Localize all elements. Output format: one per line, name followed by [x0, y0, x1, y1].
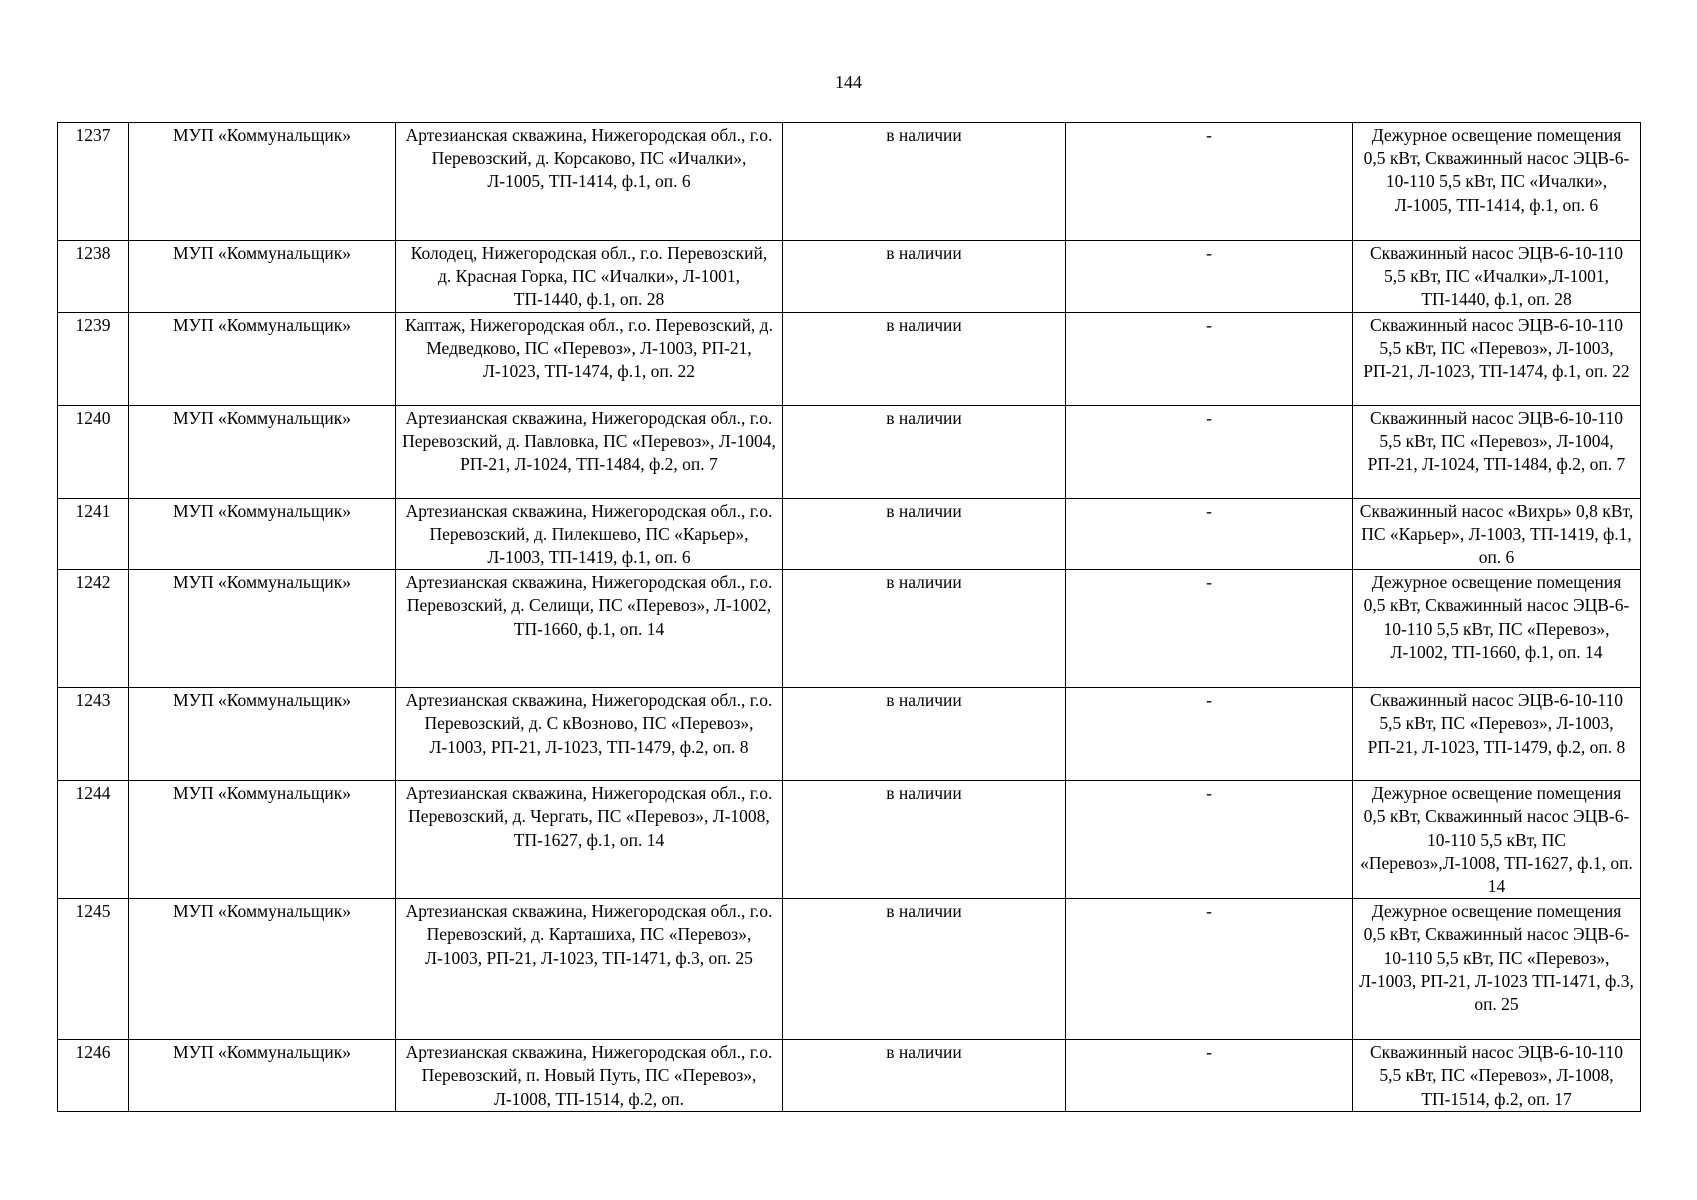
dash-cell: -: [1066, 570, 1353, 688]
dash-cell: -: [1066, 241, 1353, 313]
equipment-cell: Дежурное освещение помещения 0,5 кВт, Скважинный насос ЭЦВ-6-10-110 5,5 кВт, ПС «Перевоз»,Л-1008, ТП-1627, ф.1, оп. 14: [1353, 781, 1641, 899]
dash-cell: -: [1066, 498, 1353, 570]
organization-cell: МУП «Коммунальщик»: [129, 899, 396, 1040]
equipment-cell: Дежурное освещение помещения 0,5 кВт, Скважинный насос ЭЦВ-6-10-110 5,5 кВт, ПС «Перевоз», Л-1003, РП-21, Л-1023 ТП-1471, ф.3, оп. 25: [1353, 899, 1641, 1040]
table-row: [58, 123, 1641, 241]
row-number: 1239: [58, 312, 129, 405]
status-cell: в наличии: [783, 688, 1066, 781]
organization-cell: МУП «Коммунальщик»: [129, 405, 396, 498]
table-row: [58, 570, 1641, 688]
equipment-cell: Скважинный насос ЭЦВ-6-10-110 5,5 кВт, ПС «Перевоз», Л-1003, РП-21, Л-1023, ТП-1479, ф.2, оп. 8: [1353, 688, 1641, 781]
status-cell: в наличии: [783, 312, 1066, 405]
row-number: 1240: [58, 405, 129, 498]
organization-cell: МУП «Коммунальщик»: [129, 1040, 396, 1112]
equipment-cell: Дежурное освещение помещения 0,5 кВт, Скважинный насос ЭЦВ-6-10-110 5,5 кВт, ПС «Перевоз», Л-1002, ТП-1660, ф.1, оп. 14: [1353, 570, 1641, 688]
table-row: [58, 781, 1641, 899]
row-number: 1243: [58, 688, 129, 781]
object-cell: Артезианская скважина, Нижегородская обл., г.о. Перевозский, д. Селищи, ПС «Перевоз», Л-1002, ТП-1660, ф.1, оп. 14: [396, 570, 783, 688]
table-row: [58, 405, 1641, 498]
equipment-cell: Дежурное освещение помещения 0,5 кВт, Скважинный насос ЭЦВ-6-10-110 5,5 кВт, ПС «Ичалки», Л-1005, ТП-1414, ф.1, оп. 6: [1353, 123, 1641, 241]
dash-cell: -: [1066, 312, 1353, 405]
object-cell: Артезианская скважина, Нижегородская обл., г.о. Перевозский, д. Павловка, ПС «Перевоз», Л-1004, РП-21, Л-1024, ТП-1484, ф.2, оп. 7: [396, 405, 783, 498]
status-cell: в наличии: [783, 899, 1066, 1040]
table-row: [58, 688, 1641, 781]
dash-cell: -: [1066, 405, 1353, 498]
equipment-cell: Скважинный насос ЭЦВ-6-10-110 5,5 кВт, ПС «Перевоз», Л-1003, РП-21, Л-1023, ТП-1474, ф.1, оп. 22: [1353, 312, 1641, 405]
equipment-cell: Скважинный насос ЭЦВ-6-10-110 5,5 кВт, ПС «Перевоз», Л-1004, РП-21, Л-1024, ТП-1484, ф.2, оп. 7: [1353, 405, 1641, 498]
object-cell: Каптаж, Нижегородская обл., г.о. Перевозский, д. Медведково, ПС «Перевоз», Л-1003, РП-21, Л-1023, ТП-1474, ф.1, оп. 22: [396, 312, 783, 405]
table-row: [58, 312, 1641, 405]
status-cell: в наличии: [783, 570, 1066, 688]
organization-cell: МУП «Коммунальщик»: [129, 312, 396, 405]
row-number: 1237: [58, 123, 129, 241]
table-row: [58, 241, 1641, 313]
row-number: 1244: [58, 781, 129, 899]
row-number: 1241: [58, 498, 129, 570]
equipment-cell: Скважинный насос «Вихрь» 0,8 кВт, ПС «Карьер», Л-1003, ТП-1419, ф.1, оп. 6: [1353, 498, 1641, 570]
status-cell: в наличии: [783, 1040, 1066, 1112]
table-row: [58, 1040, 1641, 1112]
object-cell: Колодец, Нижегородская обл., г.о. Перевозский, д. Красная Горка, ПС «Ичалки», Л-1001, ТП-1440, ф.1, оп. 28: [396, 241, 783, 313]
row-number: 1238: [58, 241, 129, 313]
row-number: 1242: [58, 570, 129, 688]
object-cell: Артезианская скважина, Нижегородская обл., г.о. Перевозский, д. Пилекшево, ПС «Карьер», Л-1003, ТП-1419, ф.1, оп. 6: [396, 498, 783, 570]
dash-cell: -: [1066, 123, 1353, 241]
organization-cell: МУП «Коммунальщик»: [129, 123, 396, 241]
row-number: 1246: [58, 1040, 129, 1112]
organization-cell: МУП «Коммунальщик»: [129, 241, 396, 313]
page-number: 144: [835, 72, 862, 92]
row-number: 1245: [58, 899, 129, 1040]
organization-cell: МУП «Коммунальщик»: [129, 781, 396, 899]
object-cell: Артезианская скважина, Нижегородская обл., г.о. Перевозский, д. С кВозново, ПС «Перевоз», Л-1003, РП-21, Л-1023, ТП-1479, ф.2, оп. 8: [396, 688, 783, 781]
table-row: [58, 899, 1641, 1040]
dash-cell: -: [1066, 1040, 1353, 1112]
organization-cell: МУП «Коммунальщик»: [129, 688, 396, 781]
object-cell: Артезианская скважина, Нижегородская обл., г.о. Перевозский, д. Чергать, ПС «Перевоз», Л-1008, ТП-1627, ф.1, оп. 14: [396, 781, 783, 899]
equipment-cell: Скважинный насос ЭЦВ-6-10-110 5,5 кВт, ПС «Ичалки»,Л-1001, ТП-1440, ф.1, оп. 28: [1353, 241, 1641, 313]
dash-cell: -: [1066, 899, 1353, 1040]
status-cell: в наличии: [783, 781, 1066, 899]
registry-table: [57, 122, 1641, 1112]
status-cell: в наличии: [783, 498, 1066, 570]
dash-cell: -: [1066, 781, 1353, 899]
status-cell: в наличии: [783, 241, 1066, 313]
organization-cell: МУП «Коммунальщик»: [129, 570, 396, 688]
status-cell: в наличии: [783, 123, 1066, 241]
status-cell: в наличии: [783, 405, 1066, 498]
table-row: [58, 498, 1641, 570]
organization-cell: МУП «Коммунальщик»: [129, 498, 396, 570]
object-cell: Артезианская скважина, Нижегородская обл., г.о. Перевозский, п. Новый Путь, ПС «Перевоз», Л-1008, ТП-1514, ф.2, оп.: [396, 1040, 783, 1112]
equipment-cell: Скважинный насос ЭЦВ-6-10-110 5,5 кВт, ПС «Перевоз», Л-1008, ТП-1514, ф.2, оп. 17: [1353, 1040, 1641, 1112]
object-cell: Артезианская скважина, Нижегородская обл., г.о. Перевозский, д. Карташиха, ПС «Перевоз», Л-1003, РП-21, Л-1023, ТП-1471, ф.3, оп. 25: [396, 899, 783, 1040]
object-cell: Артезианская скважина, Нижегородская обл., г.о. Перевозский, д. Корсаково, ПС «Ичалки», Л-1005, ТП-1414, ф.1, оп. 6: [396, 123, 783, 241]
dash-cell: -: [1066, 688, 1353, 781]
